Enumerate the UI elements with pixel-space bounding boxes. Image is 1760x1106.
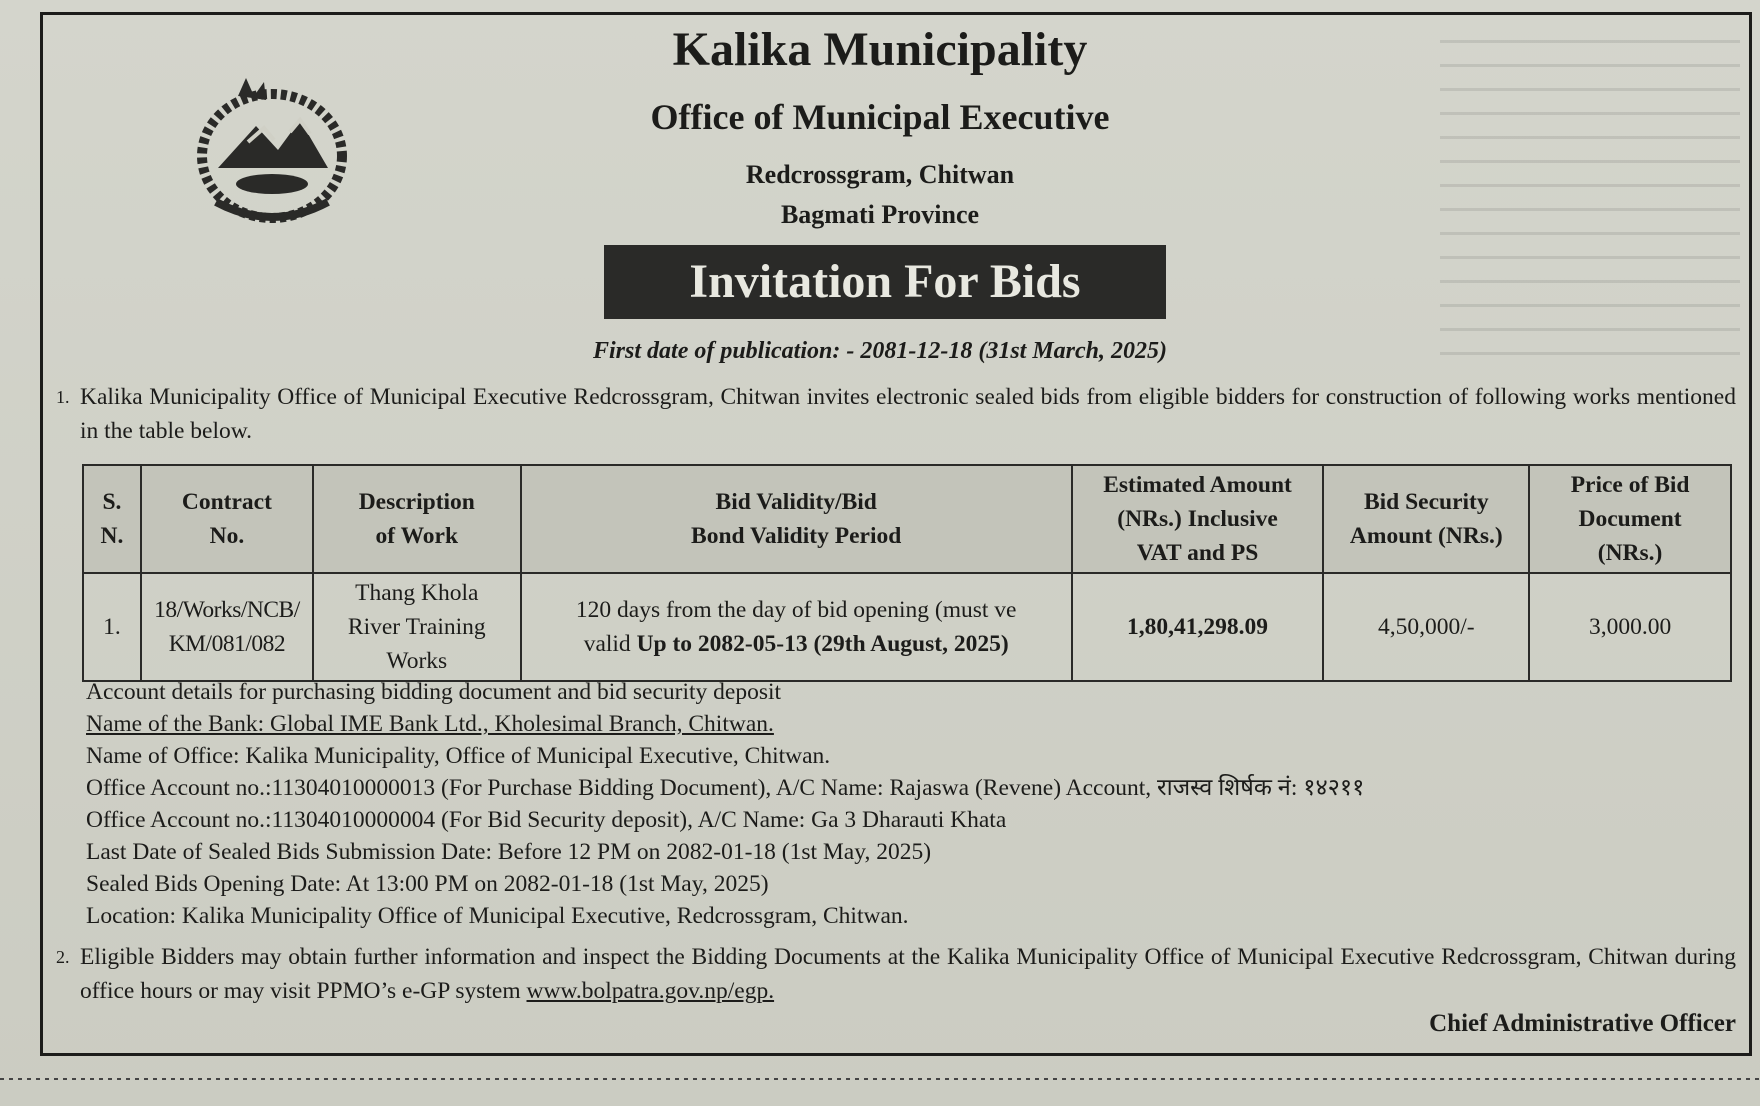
egp-link[interactable]: www.bolpatra.gov.np/egp. bbox=[526, 978, 775, 1004]
table-row bbox=[83, 573, 1731, 681]
intro-number: 1. bbox=[56, 387, 70, 407]
header-sn: S. N. bbox=[83, 465, 141, 573]
bids-table bbox=[82, 464, 1732, 682]
location-line: Location: Kalika Municipality Office of Municipal Executive, Redcrossgram, Chitwan. bbox=[86, 903, 909, 929]
office-name: Office of Municipal Executive bbox=[650, 97, 1110, 137]
header-price-of-bid-document: Price of Bid Document (NRs.) bbox=[1529, 465, 1731, 573]
cell-price-of-bid-document: 3,000.00 bbox=[1529, 573, 1731, 681]
account-details bbox=[86, 676, 1736, 932]
purchase-account-line: Office Account no.:11304010000013 (For Purchase Bidding Document), A/C Name: Rajaswa (Revene) Account, राजस्व शिर्षक नं: १४२११ bbox=[86, 775, 1365, 801]
info-text: Eligible Bidders may obtain further information and inspect the Bidding Documents at the Kalika Municipality Office of Municipal Executive Redcrossgram, Chitwan during office hours or may visit PPMO’s e-GP system www.bolpatra.gov.np/egp. bbox=[80, 944, 1736, 1004]
org-name: Kalika Municipality bbox=[672, 23, 1088, 76]
cell-estimated-amount: 1,80,41,298.09 bbox=[1072, 573, 1324, 681]
intro-text: Kalika Municipality Office of Municipal Executive Redcrossgram, Chitwan invites electronic sealed bids from eligible bidders for construction of following works mentioned in the table below. bbox=[80, 384, 1736, 444]
opening-date-line: Sealed Bids Opening Date: At 13:00 PM on 2082-01-18 (1st May, 2025) bbox=[86, 871, 769, 897]
bank-name: Name of the Bank: Global IME Bank Ltd., Kholesimal Branch, Chitwan. bbox=[86, 711, 774, 737]
submission-date-line: Last Date of Sealed Bids Submission Date: Before 12 PM on 2082-01-18 (1st May, 2025) bbox=[86, 839, 932, 865]
notice-title: Invitation For Bids bbox=[604, 245, 1166, 319]
signature-title: Chief Administrative Officer bbox=[1429, 1010, 1736, 1037]
info-paragraph bbox=[56, 940, 1736, 1008]
office-name-line: Name of Office: Kalika Municipality, Office of Municipal Executive, Chitwan. bbox=[86, 743, 831, 769]
cell-contract-no: 18/Works/NCB/ KM/081/082 bbox=[141, 573, 313, 681]
header-estimated-amount: Estimated Amount (NRs.) Inclusive VAT and PS bbox=[1072, 465, 1324, 573]
province: Bagmati Province bbox=[780, 200, 980, 229]
header-contract-no: Contract No. bbox=[141, 465, 313, 573]
header-description: Description of Work bbox=[313, 465, 521, 573]
security-account-line: Office Account no.:11304010000004 (For Bid Security deposit), A/C Name: Ga 3 Dharauti Khata bbox=[86, 807, 1007, 833]
publication-date: First date of publication: - 2081-12-18 (31st March, 2025) bbox=[593, 338, 1167, 364]
info-number: 2. bbox=[56, 947, 70, 967]
cell-bid-validity: 120 days from the day of bid opening (must ve valid Up to 2082-05-13 (29th August, 2025) bbox=[521, 573, 1072, 681]
intro-paragraph bbox=[56, 380, 1736, 448]
account-heading: Account details for purchasing bidding document and bid security deposit bbox=[86, 679, 782, 705]
header-bid-validity: Bid Validity/Bid Bond Validity Period bbox=[521, 465, 1072, 573]
page-divider bbox=[0, 1078, 1760, 1080]
office-address: Redcrossgram, Chitwan bbox=[745, 160, 1015, 189]
cell-description: Thang Khola River Training Works bbox=[313, 573, 521, 681]
cell-sn: 1. bbox=[83, 573, 141, 681]
header-bid-security: Bid Security Amount (NRs.) bbox=[1323, 465, 1529, 573]
table-header-row bbox=[83, 465, 1731, 573]
cell-bid-security: 4,50,000/- bbox=[1323, 573, 1529, 681]
